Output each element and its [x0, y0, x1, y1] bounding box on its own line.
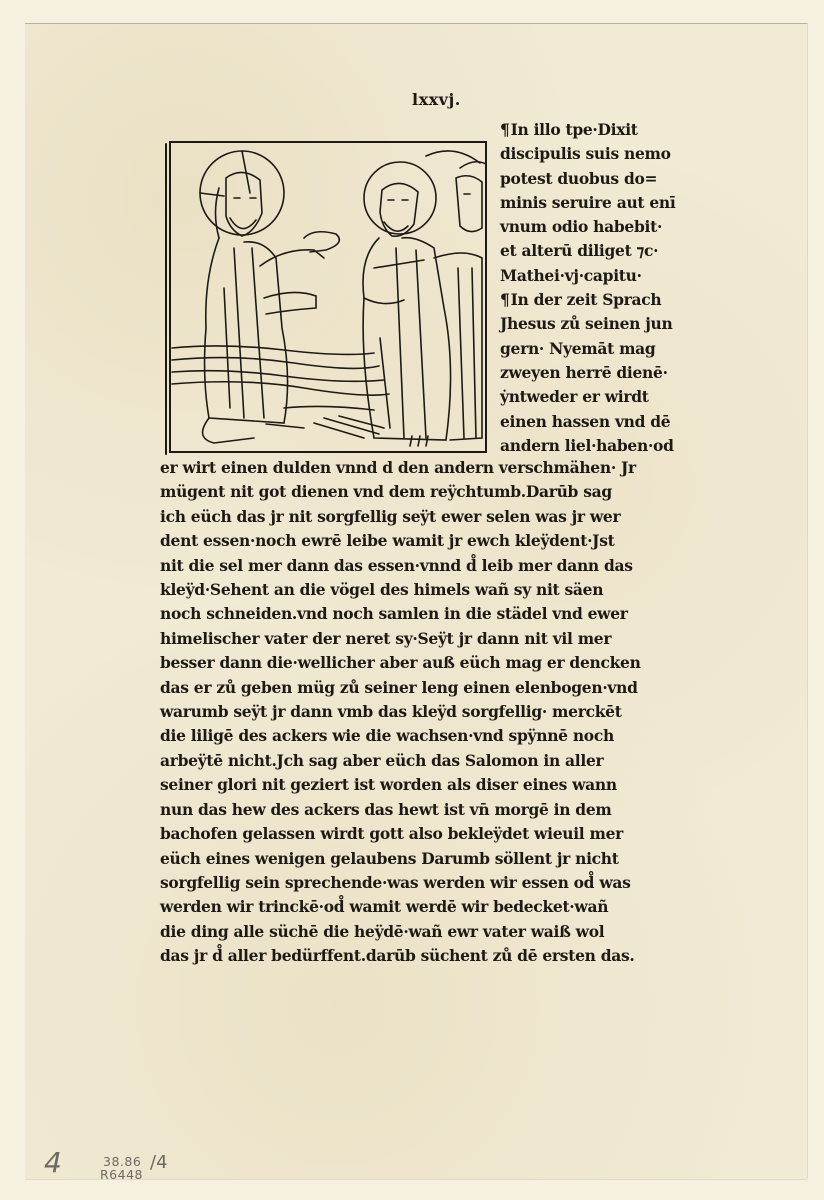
- text-line: andern liel·haben·od: [500, 435, 674, 455]
- text-line: die ding alle süchē die heÿdē·wañ ewr vater waiß wol: [160, 921, 605, 941]
- text-line: ¶In illo tpe·Dixit: [500, 120, 638, 139]
- text-line: nit die sel mer dann das essen·vnnd d̊ leib mer dann das: [160, 555, 633, 575]
- right-column-text: [500, 118, 715, 458]
- pilcrow-icon: ¶: [500, 120, 510, 139]
- text-line: einen hassen vnd dē: [500, 411, 671, 431]
- pencil-item-number: 4: [44, 1146, 62, 1179]
- accession-line-1: 38.86: [103, 1154, 142, 1169]
- text-line: noch schneiden.vnd noch samlen in die städel vnd ewer: [160, 604, 628, 624]
- pencil-accession-number: [100, 1155, 143, 1181]
- text-line: dent essen·noch ewrē leibe wamit jr ewch kleÿdent·Jst: [160, 531, 615, 551]
- text-line: ich eüch das jr nit sorgfellig seÿt ewer selen was jr wer: [160, 506, 621, 526]
- text-line: Jhesus zů seinen jun: [500, 314, 673, 334]
- text-line: das jr d̊ aller bedürffent.darūb süchent zů dē ersten das.: [160, 946, 635, 966]
- pilcrow-icon: ¶: [500, 290, 510, 310]
- text-line: mügent nit got dienen vnd dem reÿchtumb.Darūb sag: [160, 482, 612, 502]
- text-line: seiner glori nit geziert ist worden als diser eines wann: [160, 775, 617, 795]
- text-line: discipulis suis nemo: [500, 144, 671, 164]
- text-line: er wirt einen dulden vnnd d den andern verschmähen· Jr: [160, 458, 636, 477]
- text-line: werden wir trinckē·od̊ wamit werdē wir bedecket·wañ: [160, 897, 609, 917]
- text-line: bachofen gelassen wirdt gott also bekleÿdet wieuil mer: [160, 824, 624, 844]
- full-width-text: [160, 456, 715, 969]
- text-line: warumb seÿt jr dann vmb das kleÿd sorgfellig· merckēt: [160, 702, 622, 722]
- text-line: gern· Nyemāt mag: [500, 338, 656, 358]
- text-line: arbeÿtē nicht.Jch sag aber eüch das Salomon in aller: [160, 750, 604, 770]
- text-line: potest duobus do=: [500, 168, 658, 188]
- text-line: besser dann die·wellicher aber auß eüch mag er dencken: [160, 653, 641, 673]
- text-line: vnum odio habebit·: [500, 217, 663, 237]
- folio-number: lxxvj.: [412, 90, 461, 109]
- text-line: eüch eines wenigen gelaubens Darumb söllent jr nicht: [160, 848, 619, 868]
- text-line: ¶In der zeit Sprach: [500, 290, 662, 310]
- text-line: himelischer vater der neret sy·Seÿt jr dann nit vil mer: [160, 628, 612, 648]
- text-line: zweyen herrē dienē·: [500, 362, 668, 382]
- accession-line-2: R6448: [100, 1167, 143, 1182]
- text-line: das er zů geben müg zů seiner leng einen elenbogen·vnd: [160, 677, 638, 697]
- text-line: die liligē des ackers wie die wachsen·vnd spÿnnē noch: [160, 726, 614, 746]
- text-line: nun das hew des ackers das hewt ist vn̄ morgē in dem: [160, 799, 612, 819]
- text-line: ẏntweder er wirdt: [500, 387, 649, 407]
- text-line: minis seruire aut enī: [500, 192, 676, 212]
- text-line: et alterū diliget ⁊c·: [500, 241, 659, 261]
- woodcut-illustration: [164, 138, 489, 456]
- pencil-suffix: /4: [150, 1152, 168, 1173]
- text-line: kleÿd·Sehent an die vögel des himels wañ sy nit säen: [160, 580, 604, 600]
- text-line: Mathei·vj·capitu·: [500, 265, 642, 285]
- text-line: sorgfellig sein sprechende·was werden wir essen od̊ was: [160, 872, 631, 892]
